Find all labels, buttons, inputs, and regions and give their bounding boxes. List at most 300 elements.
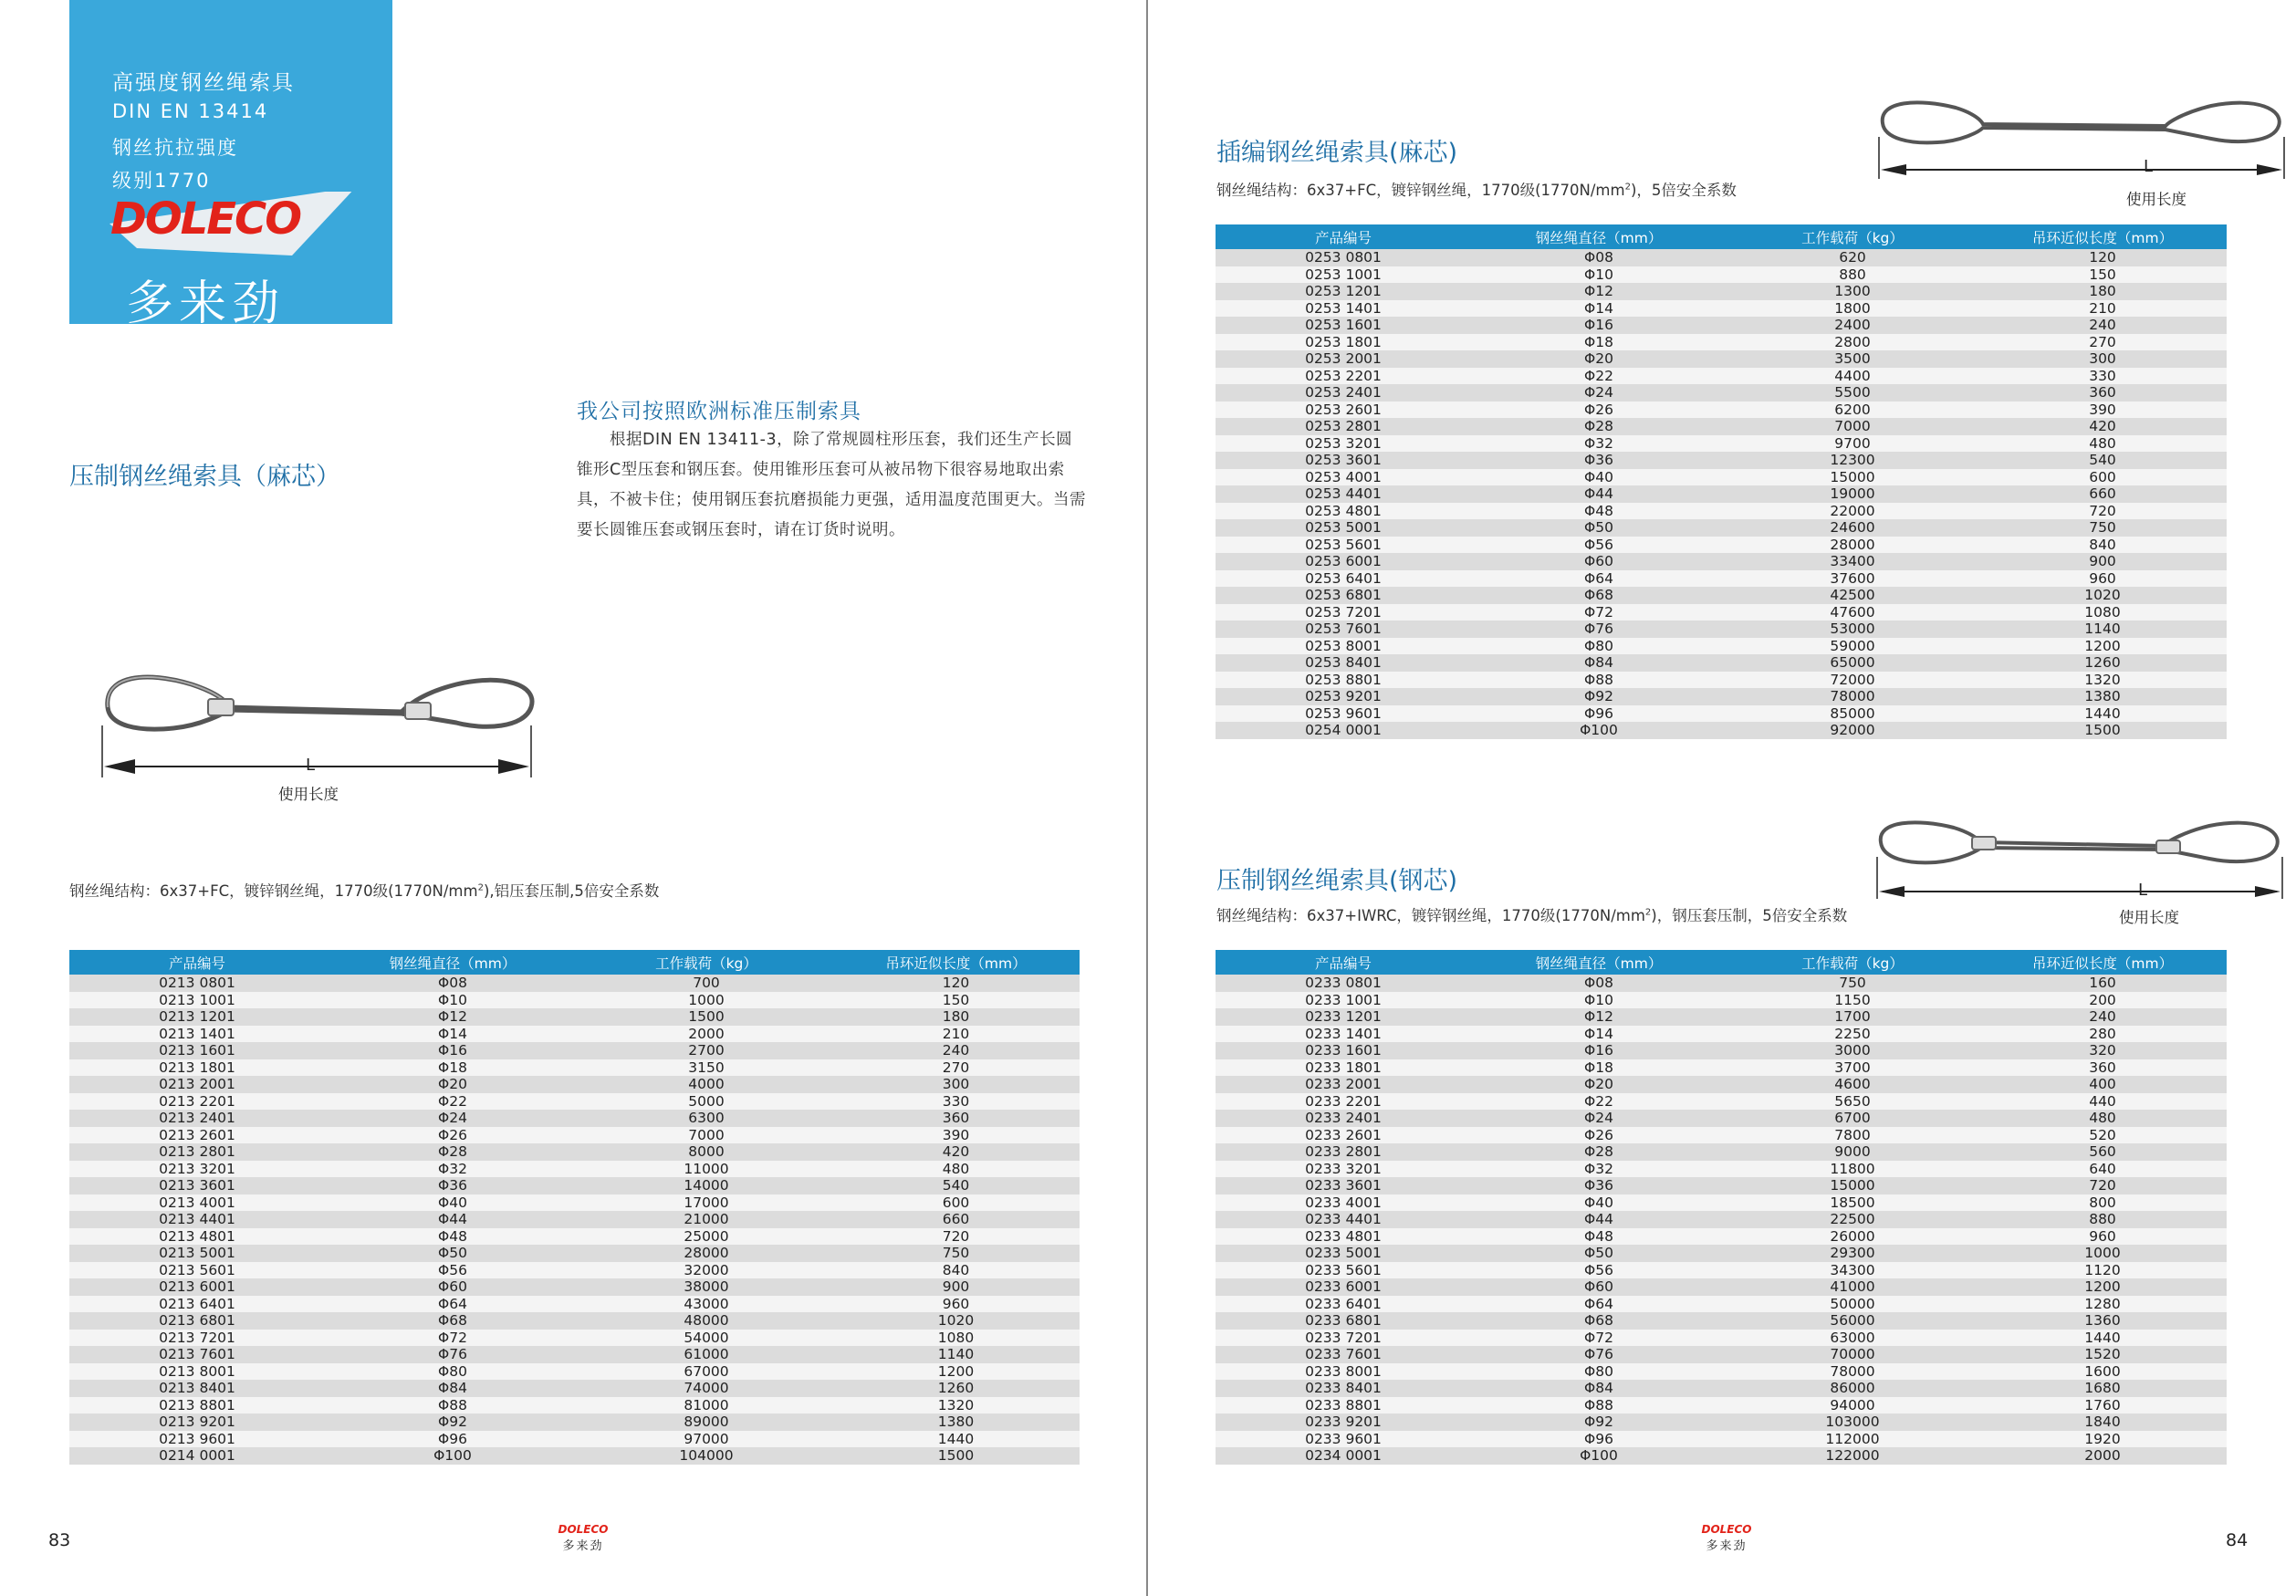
- table-cell: 2700: [580, 1042, 832, 1059]
- table-cell: 1800: [1727, 300, 1978, 318]
- table-cell: 28000: [580, 1245, 832, 1262]
- table-row: [1216, 1278, 2227, 1296]
- table-cell: 89000: [580, 1413, 832, 1431]
- table-cell: 15000: [1727, 1177, 1978, 1194]
- table-cell: 81000: [580, 1397, 832, 1414]
- table-cell: 1080: [1978, 604, 2227, 621]
- table-cell: 7000: [1727, 418, 1978, 435]
- table-cell: 104000: [580, 1447, 832, 1465]
- table-row: [1216, 368, 2227, 385]
- table-cell: 0253 4001: [1216, 469, 1471, 486]
- table-cell: Φ68: [325, 1312, 580, 1330]
- table-cell: 0233 1001: [1216, 992, 1471, 1009]
- wire-structure-spec-spliced: 钢丝绳结构：6x37+FC，镀锌钢丝绳，1770级$(1770N/mm^2)$，5倍安全系数: [1216, 182, 1737, 199]
- table-cell: Φ80: [1471, 638, 1727, 655]
- table-cell: 960: [1978, 570, 2227, 588]
- table-cell: 0213 8001: [69, 1363, 325, 1381]
- table-cell: 330: [832, 1093, 1080, 1111]
- table-row: [69, 975, 1080, 992]
- table-cell: Φ48: [325, 1228, 580, 1246]
- table-cell: Φ84: [325, 1380, 580, 1397]
- table-cell: 200: [1978, 992, 2227, 1009]
- table-cell: 0233 5601: [1216, 1262, 1471, 1279]
- right-page: [1148, 0, 2296, 1596]
- table-cell: 120: [832, 975, 1080, 992]
- intro-paragraph: 根据DIN EN 13411-3，除了常规圆柱形压套，我们还生产长圆锥形C型压套和钢压套。使用锥形压套可从被吊物下很容易地取出索具，不被卡住；使用钢压套抗磨损能力更强，适用温度范围更大。当需要长圆锥压套或钢压套时，请在订货时说明。: [577, 431, 1086, 539]
- table-cell: 0253 4801: [1216, 503, 1471, 520]
- table-cell: 390: [1978, 402, 2227, 419]
- table-row: [1216, 654, 2227, 672]
- table-cell: 0213 5601: [69, 1262, 325, 1279]
- table-cell: 0233 4401: [1216, 1211, 1471, 1228]
- table-cell: 0253 2401: [1216, 384, 1471, 402]
- table-cell: 0233 7201: [1216, 1330, 1471, 1347]
- table-cell: 1440: [1978, 705, 2227, 723]
- table-cell: 0213 3601: [69, 1177, 325, 1194]
- table-cell: Φ88: [1471, 1397, 1727, 1414]
- table-cell: 1260: [1978, 654, 2227, 672]
- table-cell: 1380: [832, 1413, 1080, 1431]
- table-row: [1216, 283, 2227, 300]
- table-cell: Φ60: [1471, 1278, 1727, 1296]
- table-row: [1216, 249, 2227, 266]
- table-row: [1216, 519, 2227, 537]
- table-row: [1216, 266, 2227, 284]
- table-cell: 420: [1978, 418, 2227, 435]
- table-cell: Φ56: [1471, 537, 1727, 554]
- column-header: 钢丝绳直径（mm）: [325, 950, 580, 975]
- table-cell: Φ64: [1471, 570, 1727, 588]
- table-row: [69, 1076, 1080, 1093]
- table-cell: Φ22: [1471, 1093, 1727, 1111]
- table-cell: 3700: [1727, 1059, 1978, 1077]
- table-cell: 24600: [1727, 519, 1978, 537]
- table-cell: 0233 1801: [1216, 1059, 1471, 1077]
- table-cell: 4000: [580, 1076, 832, 1093]
- table-cell: 0253 2001: [1216, 350, 1471, 368]
- table-cell: 37600: [1727, 570, 1978, 588]
- table-cell: 17000: [580, 1194, 832, 1212]
- table-cell: 1000: [1978, 1245, 2227, 1262]
- table-cell: 22500: [1727, 1211, 1978, 1228]
- table-cell: 4400: [1727, 368, 1978, 385]
- table-cell: 360: [832, 1110, 1080, 1127]
- table-cell: 11800: [1727, 1161, 1978, 1178]
- table-cell: Φ12: [1471, 283, 1727, 300]
- table-row: [69, 1397, 1080, 1414]
- table-cell: Φ64: [1471, 1296, 1727, 1313]
- table-cell: 1140: [832, 1346, 1080, 1363]
- table-cell: Φ50: [1471, 519, 1727, 537]
- table-cell: Φ20: [325, 1076, 580, 1093]
- table-cell: 1680: [1978, 1380, 2227, 1397]
- table-cell: 3150: [580, 1059, 832, 1077]
- table-row: [1216, 435, 2227, 453]
- section-title-pressed-iwrc: 压制钢丝绳索具(钢芯): [1216, 867, 1458, 895]
- table-cell: 38000: [580, 1278, 832, 1296]
- table-cell: Φ14: [1471, 1026, 1727, 1043]
- table-row: [1216, 604, 2227, 621]
- table-cell: 750: [832, 1245, 1080, 1262]
- header-title: 高强度钢丝绳索具: [112, 71, 295, 95]
- table-cell: 0233 2801: [1216, 1143, 1471, 1161]
- table-row: [69, 1008, 1080, 1026]
- table-cell: 440: [1978, 1093, 2227, 1111]
- table-cell: 2250: [1727, 1026, 1978, 1043]
- table-cell: 22000: [1727, 503, 1978, 520]
- table-cell: 0213 4001: [69, 1194, 325, 1212]
- table-row: [1216, 672, 2227, 689]
- table-row: [69, 1228, 1080, 1246]
- table-cell: 56000: [1727, 1312, 1978, 1330]
- table-cell: 0233 1201: [1216, 1008, 1471, 1026]
- table-row: [1216, 300, 2227, 318]
- table-cell: Φ40: [325, 1194, 580, 1212]
- table-cell: 2000: [580, 1026, 832, 1043]
- table-cell: Φ76: [1471, 1346, 1727, 1363]
- table-cell: 720: [1978, 1177, 2227, 1194]
- table-cell: 0213 1001: [69, 992, 325, 1009]
- table-row: [69, 1143, 1080, 1161]
- table-cell: 1300: [1727, 283, 1978, 300]
- table-cell: Φ26: [1471, 402, 1727, 419]
- table-cell: Φ16: [1471, 1042, 1727, 1059]
- table-cell: Φ60: [1471, 553, 1727, 570]
- table-cell: 0253 4401: [1216, 485, 1471, 503]
- table-cell: 0233 9201: [1216, 1413, 1471, 1431]
- table-cell: 620: [1727, 249, 1978, 266]
- table-cell: 43000: [580, 1296, 832, 1313]
- table-row: [1216, 722, 2227, 739]
- table-cell: 9700: [1727, 435, 1978, 453]
- table-cell: 330: [1978, 368, 2227, 385]
- table-row: [1216, 1296, 2227, 1313]
- table-cell: 0253 1401: [1216, 300, 1471, 318]
- table-cell: 0253 2601: [1216, 402, 1471, 419]
- spliced-sling-diagram-icon: [1873, 91, 2293, 183]
- column-header: 钢丝绳直径（mm）: [1471, 950, 1727, 975]
- table-cell: 34300: [1727, 1262, 1978, 1279]
- table-cell: 11000: [580, 1161, 832, 1178]
- table-cell: Φ56: [1471, 1262, 1727, 1279]
- table-cell: Φ22: [1471, 368, 1727, 385]
- table-cell: 8000: [580, 1143, 832, 1161]
- column-header: 吊环近似长度（mm）: [832, 950, 1080, 975]
- table-cell: Φ80: [1471, 1363, 1727, 1381]
- table-cell: Φ08: [1471, 975, 1727, 992]
- table-cell: 25000: [580, 1228, 832, 1246]
- table-cell: 1500: [832, 1447, 1080, 1465]
- table-cell: 0213 6001: [69, 1278, 325, 1296]
- table-cell: Φ84: [1471, 654, 1727, 672]
- table-cell: 53000: [1727, 621, 1978, 638]
- spec-table-pressed-fc: [69, 950, 1080, 1465]
- table-cell: Φ44: [1471, 485, 1727, 503]
- table-row: [1216, 384, 2227, 402]
- table-row: [69, 1161, 1080, 1178]
- table-cell: Φ76: [325, 1346, 580, 1363]
- table-cell: 1500: [1978, 722, 2227, 739]
- table-cell: 1280: [1978, 1296, 2227, 1313]
- table-cell: Φ26: [325, 1127, 580, 1144]
- table-row: [1216, 570, 2227, 588]
- table-cell: 300: [1978, 350, 2227, 368]
- table-cell: Φ40: [1471, 1194, 1727, 1212]
- table-row: [1216, 638, 2227, 655]
- table-cell: Φ36: [325, 1177, 580, 1194]
- column-header: 产品编号: [1216, 224, 1471, 249]
- table-cell: 240: [832, 1042, 1080, 1059]
- table-cell: 0253 8401: [1216, 654, 1471, 672]
- table-cell: 26000: [1727, 1228, 1978, 1246]
- table-cell: 0213 2801: [69, 1143, 325, 1161]
- table-row: [1216, 469, 2227, 486]
- header-grade: 级别1770: [112, 170, 211, 192]
- table-cell: 7800: [1727, 1127, 1978, 1144]
- length-caption-iwrc: 使用长度: [2119, 909, 2179, 926]
- table-cell: 0213 3201: [69, 1161, 325, 1178]
- table-row: [69, 1093, 1080, 1111]
- table-cell: 400: [1978, 1076, 2227, 1093]
- left-page: [0, 0, 1147, 1596]
- column-header: 工作载荷（kg）: [580, 950, 832, 975]
- pressed-iwrc-sling-diagram-icon: [1872, 815, 2291, 906]
- table-cell: Φ48: [1471, 1228, 1727, 1246]
- table-cell: 63000: [1727, 1330, 1978, 1347]
- table-cell: 1320: [832, 1397, 1080, 1414]
- table-cell: Φ32: [1471, 435, 1727, 453]
- page-number: 83: [48, 1530, 71, 1550]
- length-symbol: L: [306, 756, 316, 775]
- table-row: [1216, 1346, 2227, 1363]
- table-cell: 14000: [580, 1177, 832, 1194]
- brand-chinese-name: 多来劲: [126, 276, 286, 331]
- table-row: [1216, 1380, 2227, 1397]
- table-cell: 0213 4401: [69, 1211, 325, 1228]
- table-row: [1216, 1397, 2227, 1414]
- table-row: [1216, 1228, 2227, 1246]
- table-cell: Φ56: [325, 1262, 580, 1279]
- table-row: [69, 1312, 1080, 1330]
- table-cell: 0253 2201: [1216, 368, 1471, 385]
- table-cell: 103000: [1727, 1413, 1978, 1431]
- length-caption-spliced: 使用长度: [2126, 191, 2186, 208]
- table-row: [69, 1363, 1080, 1381]
- table-cell: Φ20: [1471, 1076, 1727, 1093]
- table-cell: 640: [1978, 1161, 2227, 1178]
- table-cell: 0253 3201: [1216, 435, 1471, 453]
- table-cell: Φ76: [1471, 621, 1727, 638]
- table-cell: 33400: [1727, 553, 1978, 570]
- table-cell: 65000: [1727, 654, 1978, 672]
- table-cell: 560: [1978, 1143, 2227, 1161]
- table-cell: Φ18: [325, 1059, 580, 1077]
- table-cell: 0253 2801: [1216, 418, 1471, 435]
- table-cell: 4600: [1727, 1076, 1978, 1093]
- table-row: [1216, 1008, 2227, 1026]
- table-cell: 480: [1978, 435, 2227, 453]
- table-cell: 960: [832, 1296, 1080, 1313]
- table-cell: 0213 9601: [69, 1431, 325, 1448]
- table-cell: 720: [1978, 503, 2227, 520]
- table-cell: 1600: [1978, 1363, 2227, 1381]
- table-row: [69, 1127, 1080, 1144]
- table-row: [1216, 587, 2227, 604]
- table-cell: Φ50: [325, 1245, 580, 1262]
- table-cell: Φ44: [1471, 1211, 1727, 1228]
- table-cell: 420: [832, 1143, 1080, 1161]
- pressed-sling-diagram-icon: [91, 657, 548, 785]
- table-cell: 59000: [1727, 638, 1978, 655]
- table-cell: Φ26: [1471, 1127, 1727, 1144]
- table-cell: 960: [1978, 1228, 2227, 1246]
- table-cell: 0233 1401: [1216, 1026, 1471, 1043]
- header-standard: DIN EN 13414: [112, 100, 269, 122]
- column-header: 产品编号: [1216, 950, 1471, 975]
- table-cell: 42500: [1727, 587, 1978, 604]
- table-cell: Φ12: [325, 1008, 580, 1026]
- table-cell: 160: [1978, 975, 2227, 992]
- table-cell: 15000: [1727, 469, 1978, 486]
- table-cell: 92000: [1727, 722, 1978, 739]
- table-cell: 210: [1978, 300, 2227, 318]
- table-cell: 19000: [1727, 485, 1978, 503]
- table-row: [1216, 1447, 2227, 1465]
- table-row: [1216, 1431, 2227, 1448]
- table-cell: 0253 1001: [1216, 266, 1471, 284]
- table-row: [69, 1447, 1080, 1465]
- table-cell: 112000: [1727, 1431, 1978, 1448]
- table-cell: 2000: [1978, 1447, 2227, 1465]
- table-cell: Φ48: [1471, 503, 1727, 520]
- footer-logo: DOLECO 多来劲: [1701, 1523, 1752, 1553]
- table-cell: 21000: [580, 1211, 832, 1228]
- table-cell: 0233 7601: [1216, 1346, 1471, 1363]
- table-cell: 120: [1978, 249, 2227, 266]
- table-cell: 840: [832, 1262, 1080, 1279]
- table-cell: Φ32: [325, 1161, 580, 1178]
- table-cell: 9000: [1727, 1143, 1978, 1161]
- table-cell: 0213 6801: [69, 1312, 325, 1330]
- column-header: 吊环近似长度（mm）: [1978, 224, 2227, 249]
- table-row: [69, 1413, 1080, 1431]
- footer-logo: DOLECO 多来劲: [558, 1523, 609, 1553]
- table-cell: Φ28: [1471, 1143, 1727, 1161]
- table-cell: 0253 7201: [1216, 604, 1471, 621]
- spec-table-pressed-iwrc: [1216, 950, 2227, 1465]
- table-cell: 70000: [1727, 1346, 1978, 1363]
- table-cell: 0213 5001: [69, 1245, 325, 1262]
- table-cell: 2800: [1727, 334, 1978, 351]
- table-cell: 0233 8001: [1216, 1363, 1471, 1381]
- column-header: 工作载荷（kg）: [1727, 224, 1978, 249]
- table-cell: Φ100: [1471, 722, 1727, 739]
- table-row: [69, 1278, 1080, 1296]
- table-cell: 270: [832, 1059, 1080, 1077]
- table-cell: Φ36: [1471, 452, 1727, 469]
- table-cell: 280: [1978, 1026, 2227, 1043]
- table-cell: Φ08: [1471, 249, 1727, 266]
- table-cell: Φ12: [1471, 1008, 1727, 1026]
- table-cell: 48000: [580, 1312, 832, 1330]
- table-cell: Φ22: [325, 1093, 580, 1111]
- table-row: [1216, 334, 2227, 351]
- table-cell: Φ96: [1471, 1431, 1727, 1448]
- table-cell: Φ72: [325, 1330, 580, 1347]
- table-row: [1216, 621, 2227, 638]
- table-row: [1216, 1413, 2227, 1431]
- brand-logo: DOLECO: [110, 193, 301, 245]
- table-cell: 0213 2401: [69, 1110, 325, 1127]
- table-cell: 540: [832, 1177, 1080, 1194]
- table-cell: 0253 5001: [1216, 519, 1471, 537]
- table-row: [69, 1296, 1080, 1313]
- table-row: [1216, 503, 2227, 520]
- table-cell: 0213 8801: [69, 1397, 325, 1414]
- table-cell: 750: [1727, 975, 1978, 992]
- table-cell: 41000: [1727, 1278, 1978, 1296]
- table-cell: 12300: [1727, 452, 1978, 469]
- table-cell: 0213 1401: [69, 1026, 325, 1043]
- table-cell: 1120: [1978, 1262, 2227, 1279]
- table-row: [1216, 705, 2227, 723]
- table-cell: 97000: [580, 1431, 832, 1448]
- table-row: [1216, 1076, 2227, 1093]
- table-cell: 0213 4801: [69, 1228, 325, 1246]
- table-cell: Φ68: [1471, 1312, 1727, 1330]
- table-row: [69, 1245, 1080, 1262]
- header-banner: [69, 0, 392, 331]
- table-row: [69, 1262, 1080, 1279]
- table-cell: 1020: [832, 1312, 1080, 1330]
- table-cell: 180: [832, 1008, 1080, 1026]
- table-cell: 0233 1601: [1216, 1042, 1471, 1059]
- table-cell: Φ36: [1471, 1177, 1727, 1194]
- table-cell: 390: [832, 1127, 1080, 1144]
- table-row: [1216, 1093, 2227, 1111]
- table-cell: 3500: [1727, 350, 1978, 368]
- table-cell: 0253 1801: [1216, 334, 1471, 351]
- table-cell: 0214 0001: [69, 1447, 325, 1465]
- table-cell: Φ100: [325, 1447, 580, 1465]
- table-cell: 0213 2001: [69, 1076, 325, 1093]
- table-cell: Φ14: [325, 1026, 580, 1043]
- table-cell: 0233 4801: [1216, 1228, 1471, 1246]
- table-cell: 480: [832, 1161, 1080, 1178]
- table-cell: 1380: [1978, 688, 2227, 705]
- table-cell: 1760: [1978, 1397, 2227, 1414]
- table-cell: 0253 6801: [1216, 587, 1471, 604]
- table-cell: 3000: [1727, 1042, 1978, 1059]
- table-cell: 320: [1978, 1042, 2227, 1059]
- table-cell: 1200: [832, 1363, 1080, 1381]
- table-cell: 900: [832, 1278, 1080, 1296]
- column-header: 吊环近似长度（mm）: [1978, 950, 2227, 975]
- column-header: 钢丝绳直径（mm）: [1471, 224, 1727, 249]
- table-cell: 0233 6801: [1216, 1312, 1471, 1330]
- section-title-spliced-fc: 插编钢丝绳索具(麻芯): [1216, 139, 1458, 167]
- table-cell: 1000: [580, 992, 832, 1009]
- table-cell: Φ72: [1471, 1330, 1727, 1347]
- table-cell: 6300: [580, 1110, 832, 1127]
- page-number: 84: [2226, 1530, 2249, 1550]
- table-cell: Φ68: [1471, 587, 1727, 604]
- table-cell: 5650: [1727, 1093, 1978, 1111]
- table-row: [1216, 1042, 2227, 1059]
- table-row: [1216, 1312, 2227, 1330]
- table-cell: 0253 5601: [1216, 537, 1471, 554]
- table-cell: Φ88: [325, 1397, 580, 1414]
